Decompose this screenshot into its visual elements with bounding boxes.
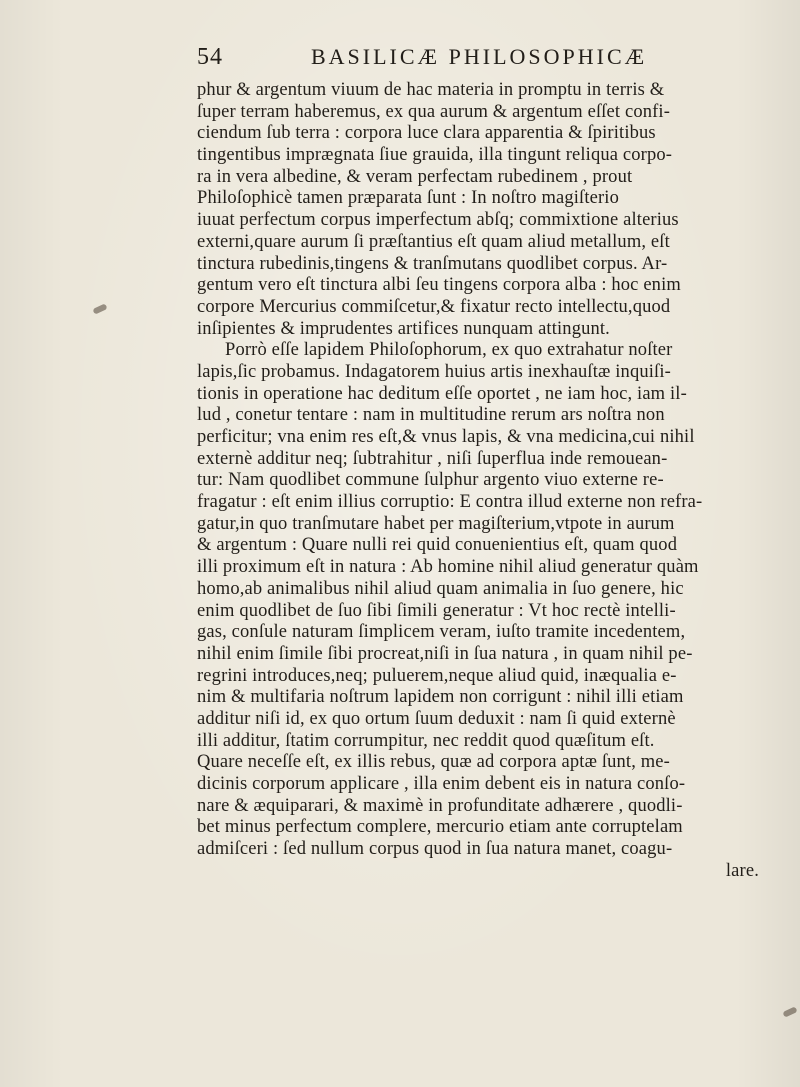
text-line: enim quodlibet de ſuo ſibi ſimili generatur : Vt hoc rectè intelli- xyxy=(197,600,676,621)
text-line: externè additur neq; ſubtrahitur , niſi ſuperflua inde remouean- xyxy=(197,448,668,469)
running-title: BASILICÆ PHILOSOPHICÆ xyxy=(311,44,648,69)
text-line: illi additur, ſtatim corrumpitur, nec reddit quod quæſitum eſt. xyxy=(197,730,655,751)
text-line: tur: Nam quodlibet commune ſulphur argento viuo externe re- xyxy=(197,470,664,491)
page-number: 54 xyxy=(197,44,223,70)
text-line: dicinis corporum applicare , illa enim debent eis in natura conſo- xyxy=(197,774,686,794)
text-line: illi proximum eſt in natura : Ab homine nihil aliud generatur quàm xyxy=(197,557,699,578)
text-line: ra in vera albedine, & veram perfectam rubedinem , prout xyxy=(197,166,633,187)
text-line: perficitur; vna enim res eſt,& vnus lapis, & vna medicina,cui nihil xyxy=(197,427,695,447)
text-line: phur & argentum viuum de hac materia in promptu in terris & xyxy=(197,80,665,100)
text-line: regrini introduces,neq; puluerem,neque aliud quid, inæqualia e- xyxy=(197,665,677,686)
text-line: additur niſi id, ex quo ortum ſuum deduxit : nam ſi quid externè xyxy=(197,708,676,729)
text-line: homo,ab animalibus nihil aliud quam animalia in ſuo genere, hic xyxy=(197,578,684,599)
text-line: lapis,ſic probamus. Indagatorem huius artis inexhauſtæ inquiſi- xyxy=(197,361,671,382)
page-header xyxy=(197,42,797,82)
text-line: & argentum : Quare nulli rei quid conuenientius eſt, quam quod xyxy=(197,535,678,556)
text-line: bet minus perfectum complere, mercurio etiam ante corruptelam xyxy=(197,817,683,838)
text-line: corpore Mercurius commiſcetur,& fixatur recto intellectu,quod xyxy=(197,296,671,317)
text-line: nim & multifaria noſtrum lapidem non corrigunt : nihil illi etiam xyxy=(197,687,684,708)
text-line: Philoſophicè tamen præparata ſunt : In noſtro magiſterio xyxy=(197,188,619,209)
paragraph-start-line: Porrò eſſe lapidem Philoſophorum, ex quo extrahatur noſter xyxy=(225,340,673,361)
final-text-line: lare. xyxy=(725,860,759,881)
text-line: admiſceri : ſed nullum corpus quod in ſua natura manet, coagu- xyxy=(197,839,673,860)
text-line: gentum vero eſt tinctura albi ſeu tingens corpora alba : hoc enim xyxy=(197,275,681,296)
page-stain-mark xyxy=(782,1006,797,1017)
text-line: iuuat perfectum corpus imperfectum abſq; commixtione alterius xyxy=(197,210,679,231)
text-line: fragatur : eſt enim illius corruptio: E contra illud externe non refra- xyxy=(197,492,703,513)
text-line: Quare neceſſe eſt, ex illis rebus, quæ ad corpora aptæ ſunt, me- xyxy=(197,752,670,773)
text-line: lud , conetur tentare : nam in multitudine rerum ars noſtra non xyxy=(197,405,665,426)
page-stain-mark xyxy=(92,303,107,314)
text-line: tinctura rubedinis,tingens & tranſmutans quodlibet corpus. Ar- xyxy=(197,253,668,274)
text-line: ciendum ſub terra : corpora luce clara apparentia & ſpiritibus xyxy=(197,123,656,144)
text-line: inſipientes & imprudentes artifices nunquam attingunt. xyxy=(197,318,610,339)
text-line: gatur,in quo tranſmutare habet per magiſterium,vtpote in aurum xyxy=(197,513,675,534)
text-line: tionis in operatione hac deditum eſſe oportet , ne iam hoc, iam il- xyxy=(197,383,687,404)
text-line: tingentibus imprægnata ſiue grauida, illa tingunt reliqua corpo- xyxy=(197,145,673,166)
text-line: nare & æquiparari, & maximè in profunditate adhærere , quodli- xyxy=(197,795,683,816)
main-text-block xyxy=(197,80,797,882)
text-line: gas, conſule naturam ſimplicem veram, iuſto tramite incedentem, xyxy=(197,622,686,643)
text-line: externi,quare aurum ſi præſtantius eſt quam aliud metallum, eſt xyxy=(197,231,670,252)
text-line: ſuper terram haberemus, ex qua aurum & argentum eſſet confi- xyxy=(197,101,671,122)
text-line: nihil enim ſimile ſibi procreat,niſi in ſua natura , in quam nihil pe- xyxy=(197,643,693,664)
